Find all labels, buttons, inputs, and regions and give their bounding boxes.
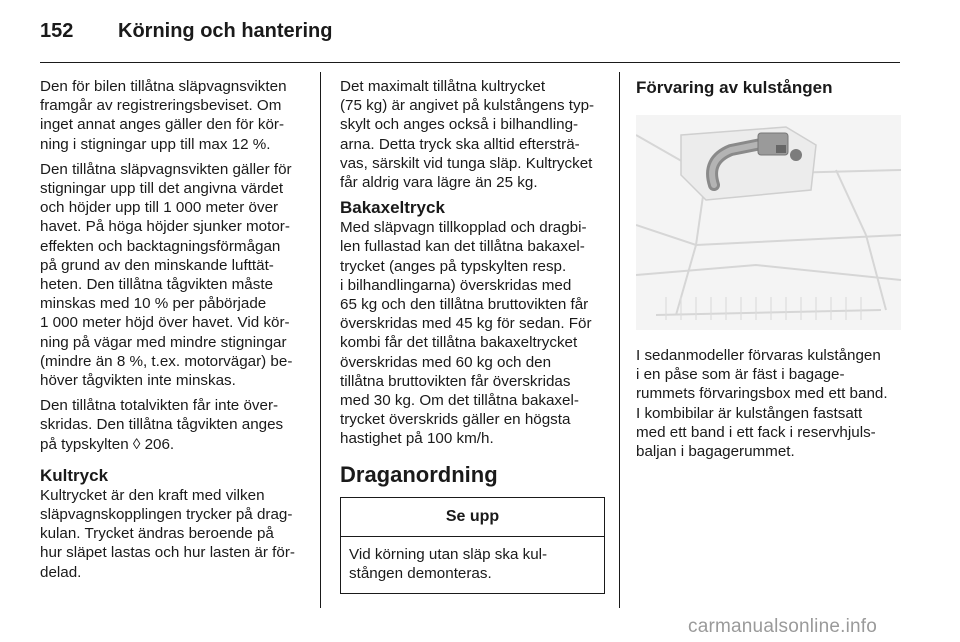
storage-heading: Förvaring av kulstången bbox=[636, 78, 833, 97]
caution-text: Vid körning utan släp ska kul- stången demonteras. bbox=[349, 545, 548, 583]
column-2 bbox=[340, 77, 605, 594]
page-header-title: Körning och hantering bbox=[118, 20, 333, 42]
header-rule bbox=[40, 62, 900, 63]
watermark: carmanualsonline.info bbox=[688, 616, 878, 637]
bakaxeltryck-heading: Bakaxeltryck bbox=[340, 198, 445, 218]
caution-title: Se upp bbox=[341, 498, 604, 537]
column-1 bbox=[40, 77, 305, 588]
trunk-illustration-graphic bbox=[636, 115, 901, 330]
caution-box bbox=[340, 497, 605, 595]
paragraph: Den tillåtna totalvikten får inte över- skridas. Den tillåtna tågvikten anges på typskylten ◊ 206. bbox=[40, 397, 284, 453]
paragraph: Den för bilen tillåtna släpvagnsvikten framgår av registreringsbeviset. Om inget annat anges gäller den för kör- ning i stigningar upp till max 12 %. bbox=[40, 78, 287, 153]
column-3 bbox=[636, 77, 901, 467]
storage-text: I sedanmodeller förvaras kulstången i en påse som är fäst i bagage- rummets förvaringsbox med ett band. I kombibilar är kulstången fastsatt med ett band i ett fack i reservhjuls- baljan i bagagerummet. bbox=[636, 347, 888, 461]
draganordning-heading: Draganordning bbox=[340, 461, 498, 487]
paragraph: Den tillåtna släpvagnsvikten gäller för stigningar upp till det angivna värdet och höjder upp till 1 000 meter över havet. På höga höjder sjunker motor- effekten och backtagningsförmågan på grund av den minskande lufttät- heten. Den tillåtna tågvikten måste minskas med 10 % per påbörjade 1 000 meter höjd över havet. Vid kör- ning på vägar med mindre stigningar (mindre än 8 %, t.ex. motorvägar) be- höver tågvikten inte minskas. bbox=[40, 160, 293, 390]
paragraph: Det maximalt tillåtna kultrycket (75 kg) är angivet på kulstångens typ- skylt och anges också i bilhandling- arna. Detta tryck ska alltid eftersträ- vas, särskilt vid tunga släp. Kultrycket får aldrig vara lägre än 25 kg. bbox=[340, 78, 595, 192]
column-divider bbox=[320, 72, 321, 608]
kultryck-heading: Kultryck bbox=[40, 465, 109, 485]
towbar-storage-illustration bbox=[636, 115, 901, 330]
kultryck-text: Kultrycket är den kraft med vilken släpvagnskopplingen trycker på drag- kulan. Trycket ändras beroende på hur släpet lastas och hur lasten är för- delad. bbox=[40, 486, 295, 581]
page-number: 152 bbox=[40, 20, 74, 42]
bakaxeltryck-text: Med släpvagn tillkopplad och dragbi- len fullastad kan det tillåtna bakaxel- trycket (anges på typskylten resp. i bilhandlingarna) överskridas med 65 kg och den tillåtna bruttovikten får överskridas med 45 kg för sedan. För kombi får det tillåtna bakaxeltrycket överskridas med 60 kg och den tillåtna bruttovikten får överskridas med 30 kg. Om det tillåtna bakaxel- trycket överskrids gäller en högsta hastighet på 100 km/h. bbox=[340, 219, 592, 448]
column-divider bbox=[619, 72, 620, 608]
